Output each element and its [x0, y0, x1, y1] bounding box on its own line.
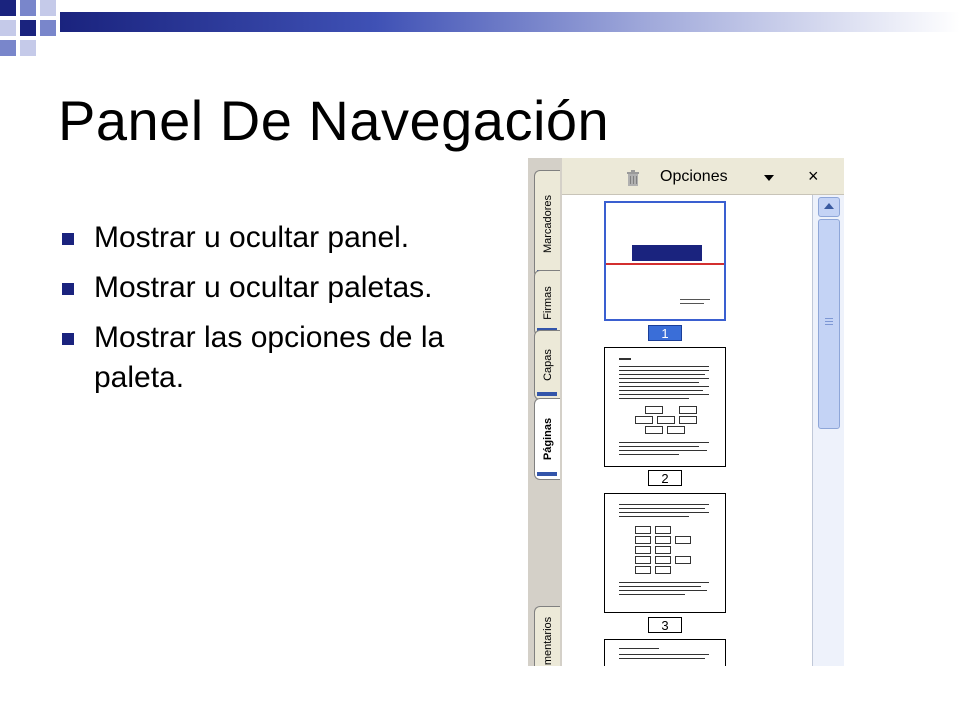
tab-indicator: [537, 392, 557, 396]
thumbnail-title-block: [632, 245, 702, 261]
thumbnail-text: [619, 366, 709, 367]
thumbnail-diagram-node: [635, 546, 651, 554]
tab-paginas[interactable]: [534, 398, 560, 480]
grip-line: [825, 324, 833, 325]
thumbnail-text: [619, 374, 705, 375]
tab-indicator: [537, 472, 557, 476]
bullet-text: Mostrar u ocultar paletas.: [94, 271, 433, 304]
decorative-square: [0, 20, 16, 36]
bullet-text: Mostrar u ocultar panel.: [94, 221, 410, 254]
thumbnail-text: [619, 658, 705, 659]
thumbnail-text: [619, 386, 709, 387]
thumbnail-diagram-node: [635, 536, 651, 544]
tab-label: Marcadores: [541, 194, 554, 254]
thumbnail-text: [619, 654, 709, 655]
thumbnail-diagram-node: [635, 526, 651, 534]
trash-icon[interactable]: [626, 170, 640, 186]
page-thumbnail-1[interactable]: [604, 201, 726, 321]
thumbnail-text: [619, 378, 709, 379]
thumbnail-text: [680, 303, 704, 304]
thumbnail-diagram-node: [675, 536, 691, 544]
decorative-square: [0, 0, 16, 16]
thumbnail-text: [619, 586, 701, 587]
tab-comentarios[interactable]: [534, 606, 560, 666]
pages-palette: [562, 158, 844, 666]
bullet-list: [62, 218, 462, 408]
thumbnail-text: [619, 370, 709, 371]
header-bar: [60, 12, 960, 32]
scroll-up-button[interactable]: [818, 197, 840, 217]
tab-marcadores[interactable]: [534, 170, 560, 278]
tab-label: mentarios: [541, 616, 554, 666]
tab-capas[interactable]: [534, 330, 560, 400]
close-icon[interactable]: ×: [808, 166, 819, 186]
thumbnail-diagram-node: [655, 536, 671, 544]
thumbnail-text: [619, 454, 679, 455]
tab-label: Firmas: [541, 286, 554, 320]
slide-title: Panel De Navegación: [58, 89, 610, 152]
thumbnail-diagram-node: [635, 556, 651, 564]
thumbnail-text: [619, 390, 703, 391]
bullet-item: [62, 318, 462, 398]
thumbnail-diagram-node: [635, 416, 653, 424]
thumbnail-diagram-node: [645, 426, 663, 434]
bullet-item: [62, 218, 462, 258]
page-thumbnail-4[interactable]: [604, 639, 726, 666]
bullet-marker: [62, 283, 74, 295]
palette-toolbar: [562, 158, 844, 195]
decorative-square: [0, 40, 16, 56]
thumbnail-text: [619, 450, 707, 451]
thumbnail-diagram-node: [655, 526, 671, 534]
page-number-badge[interactable]: 2: [648, 470, 682, 486]
thumbnail-diagram-node: [655, 566, 671, 574]
panel-tab-strip: [528, 158, 563, 666]
thumbnail-text: [619, 382, 699, 383]
bullet-text: Mostrar las opciones de la paleta.: [94, 321, 445, 394]
bullet-item: [62, 268, 462, 308]
thumbnail-diagram-node: [655, 546, 671, 554]
thumbnail-diagram-node: [679, 406, 697, 414]
bullet-marker: [62, 233, 74, 245]
chevron-down-icon[interactable]: [764, 175, 774, 181]
page-number-badge[interactable]: 1: [648, 325, 682, 341]
thumbnail-diagram-node: [655, 556, 671, 564]
decorative-square: [20, 40, 36, 56]
tab-label: Capas: [541, 349, 554, 381]
thumbnail-text: [680, 299, 710, 300]
thumbnail-text: [619, 590, 707, 591]
decorative-square: [20, 0, 36, 16]
thumbnail-text: [619, 442, 709, 443]
thumbnail-text: [619, 398, 689, 399]
page-thumbnail-2[interactable]: [604, 347, 726, 467]
thumbnail-rule: [606, 263, 724, 265]
thumbnail-text: [619, 512, 709, 513]
decorative-square: [20, 20, 36, 36]
thumbnail-text: [619, 358, 631, 360]
page-thumbnail-3[interactable]: [604, 493, 726, 613]
thumbnail-text: [619, 446, 699, 447]
thumbnail-text: [619, 594, 685, 595]
thumbnail-text: [619, 648, 659, 649]
thumbnail-diagram-node: [679, 416, 697, 424]
thumbnail-diagram-node: [645, 406, 663, 414]
bullet-marker: [62, 333, 74, 345]
thumbnail-diagram-node: [657, 416, 675, 424]
tab-firmas[interactable]: [534, 270, 560, 336]
thumbnail-text: [619, 582, 709, 583]
navigation-panel: [528, 158, 844, 666]
grip-line: [825, 318, 833, 319]
thumbnail-text: [619, 394, 709, 395]
options-menu-button[interactable]: Opciones: [660, 168, 728, 185]
vertical-scrollbar[interactable]: [812, 195, 844, 666]
decorative-square: [40, 20, 56, 36]
tab-label: Páginas: [541, 417, 554, 461]
thumbnail-text: [619, 516, 689, 517]
thumbnail-text: [619, 508, 705, 509]
thumbnail-diagram-node: [675, 556, 691, 564]
thumbnail-diagram-node: [667, 426, 685, 434]
thumbnail-text: [619, 504, 709, 505]
grip-line: [825, 321, 833, 322]
scrollbar-thumb[interactable]: [818, 219, 840, 429]
page-thumbnails-list: [562, 195, 810, 666]
thumbnail-diagram-node: [635, 566, 651, 574]
page-number-badge[interactable]: 3: [648, 617, 682, 633]
decorative-square: [40, 0, 56, 16]
